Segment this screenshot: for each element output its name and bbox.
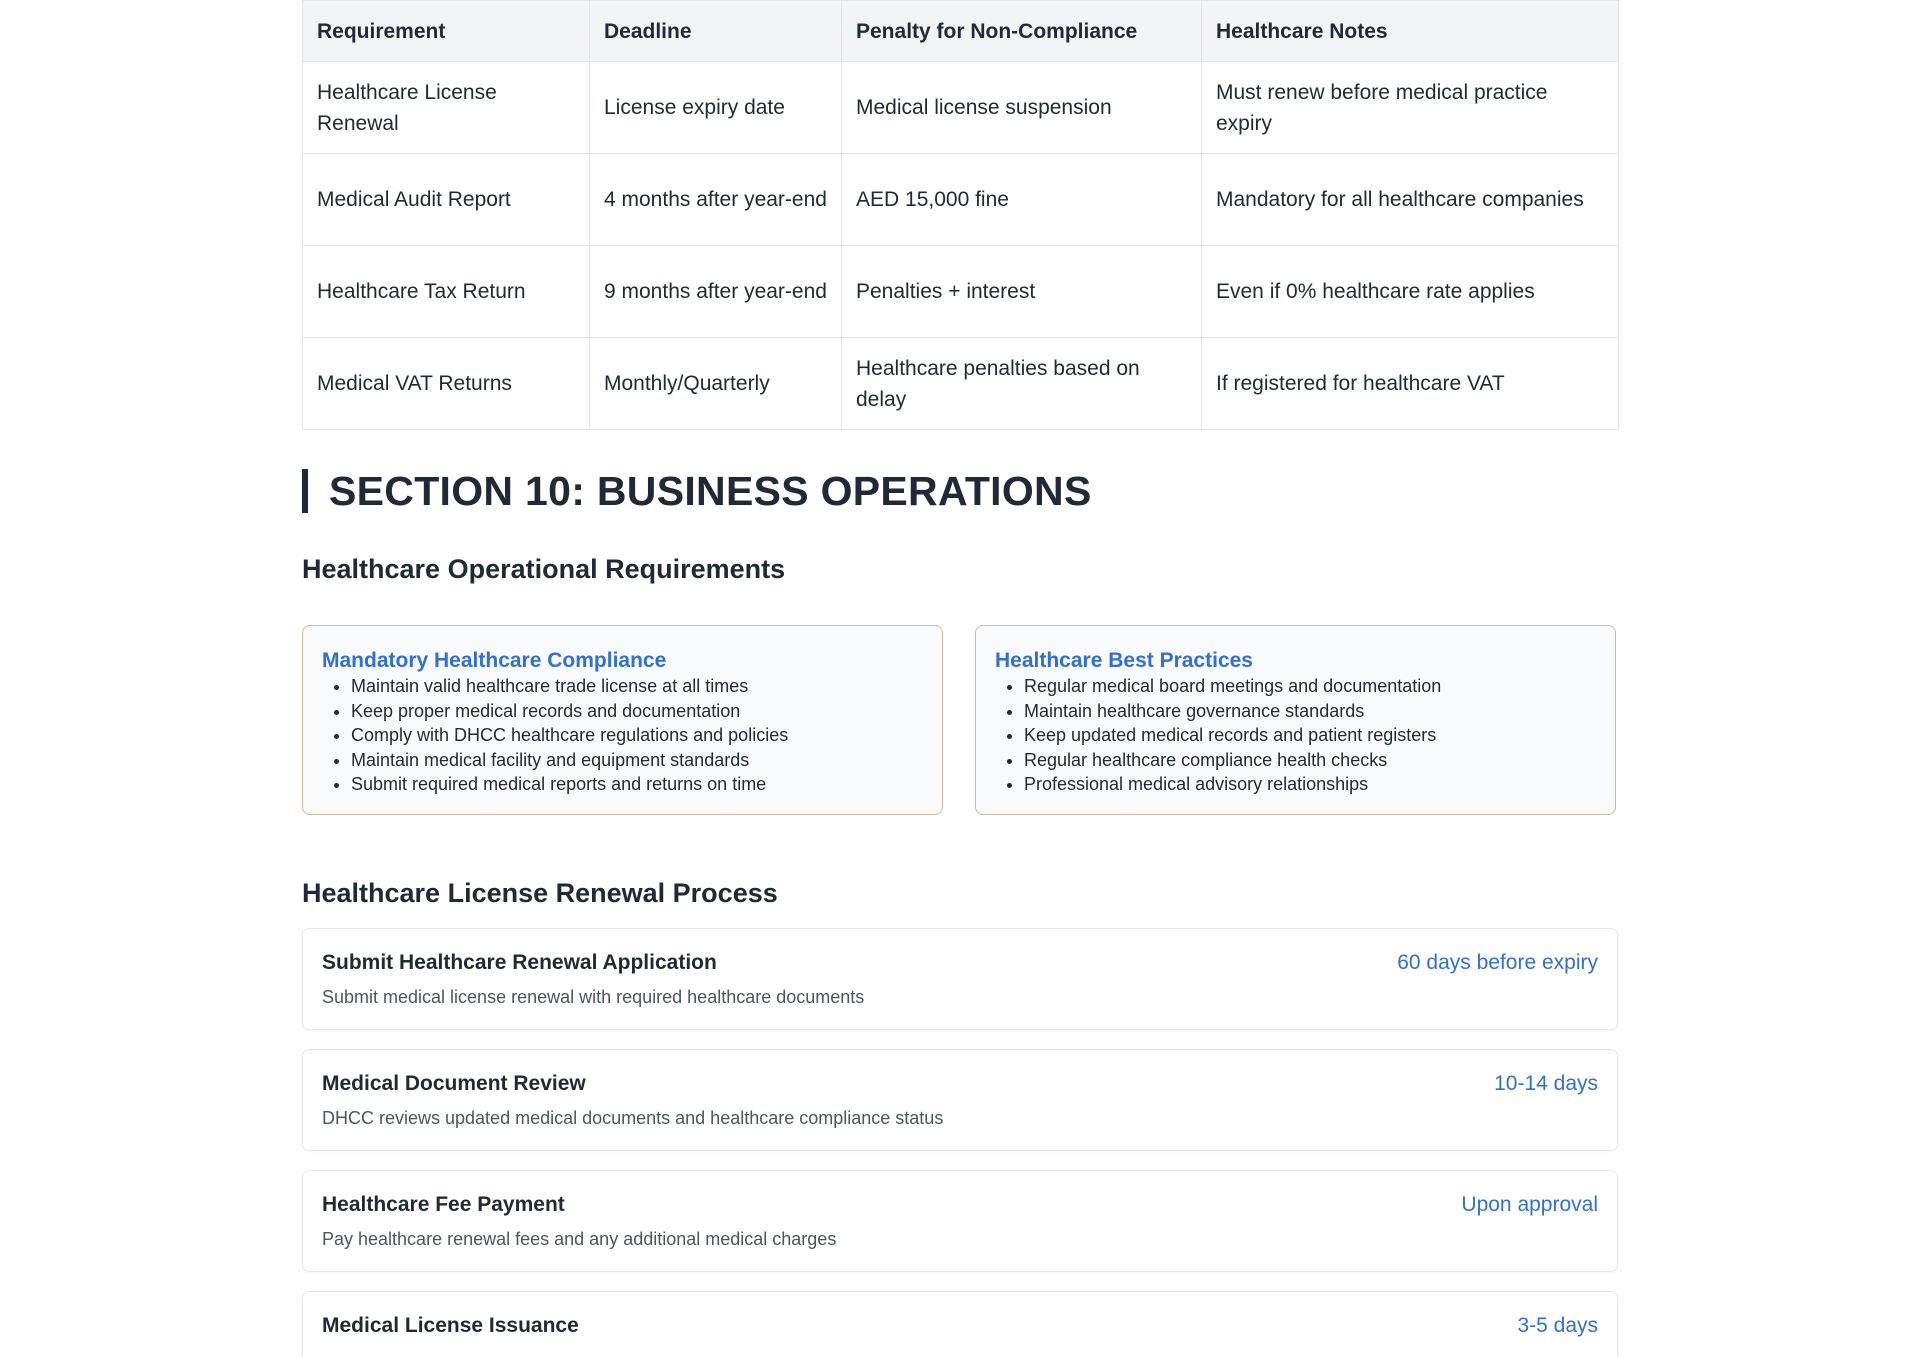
table-cell: Even if 0% healthcare rate applies [1202,246,1619,338]
list-item: • Comply with DHCC healthcare regulations and policies [351,723,923,748]
column-header: Penalty for Non-Compliance [842,1,1202,62]
process-step [302,928,1618,1030]
step-timeframe: 3-5 days [1517,1314,1598,1337]
info-boxes [302,625,1618,817]
process-step [302,1291,1618,1357]
column-header: Healthcare Notes [1202,1,1619,62]
table-row [303,246,1619,338]
mandatory-compliance-box [302,625,943,815]
step-timeframe: Upon approval [1461,1193,1598,1216]
step-description: DHCC reviews updated medical documents and healthcare compliance status [322,1108,944,1128]
content [302,0,1618,1337]
step-description: Submit medical license renewal with required healthcare documents [322,987,865,1007]
list-item: • Professional medical advisory relationships [1024,772,1596,797]
step-timeframe: 60 days before expiry [1397,951,1598,974]
table-cell: License expiry date [590,62,842,154]
list-item: • Maintain valid healthcare trade license at all times [351,674,923,699]
step-title: Medical License Issuance [322,1314,579,1337]
table-cell: Monthly/Quarterly [590,338,842,430]
table-cell: Medical Audit Report [303,154,590,246]
list-item: • Submit required medical reports and returns on time [351,772,923,797]
column-header: Deadline [590,1,842,62]
table-cell: Healthcare License Renewal [303,62,590,154]
list-item: • Maintain medical facility and equipment standards [351,748,923,773]
renewal-process-heading: Healthcare License Renewal Process [302,878,778,908]
column-header: Requirement [303,1,590,62]
table-cell: AED 15,000 fine [842,154,1202,246]
section-title: SECTION 10: BUSINESS OPERATIONS [302,469,1092,513]
table-cell: 9 months after year-end [590,246,842,338]
compliance-table [302,0,1619,430]
table-cell: Must renew before medical practice expiry [1202,62,1619,154]
table-cell: Medical license suspension [842,62,1202,154]
table-header-row [303,1,1619,62]
box-title: Healthcare Best Practices [995,649,1253,672]
table-cell: Penalties + interest [842,246,1202,338]
table-cell: Mandatory for all healthcare companies [1202,154,1619,246]
table-row [303,62,1619,154]
best-practices-box [975,625,1616,815]
process-step [302,1049,1618,1151]
operational-requirements-heading: Healthcare Operational Requirements [302,554,786,584]
table-row [303,154,1619,246]
best-practices-list [995,674,1596,797]
compliance-list [322,674,923,797]
process-step [302,1170,1618,1272]
renewal-steps [302,928,1618,1357]
step-title: Submit Healthcare Renewal Application [322,951,717,974]
table-cell: 4 months after year-end [590,154,842,246]
step-timeframe: 10-14 days [1494,1072,1598,1095]
box-title: Mandatory Healthcare Compliance [322,649,667,672]
list-item: • Keep updated medical records and patient registers [1024,723,1596,748]
list-item: • Maintain healthcare governance standards [1024,699,1596,724]
step-title: Medical Document Review [322,1072,586,1095]
step-title: Healthcare Fee Payment [322,1193,565,1216]
table-cell: Medical VAT Returns [303,338,590,430]
table-cell: Healthcare penalties based on delay [842,338,1202,430]
list-item: • Regular healthcare compliance health checks [1024,748,1596,773]
table-cell: Healthcare Tax Return [303,246,590,338]
list-item: • Regular medical board meetings and documentation [1024,674,1596,699]
table-row [303,338,1619,430]
step-description: Pay healthcare renewal fees and any additional medical charges [322,1229,837,1249]
table-cell: If registered for healthcare VAT [1202,338,1619,430]
list-item: • Keep proper medical records and documentation [351,699,923,724]
